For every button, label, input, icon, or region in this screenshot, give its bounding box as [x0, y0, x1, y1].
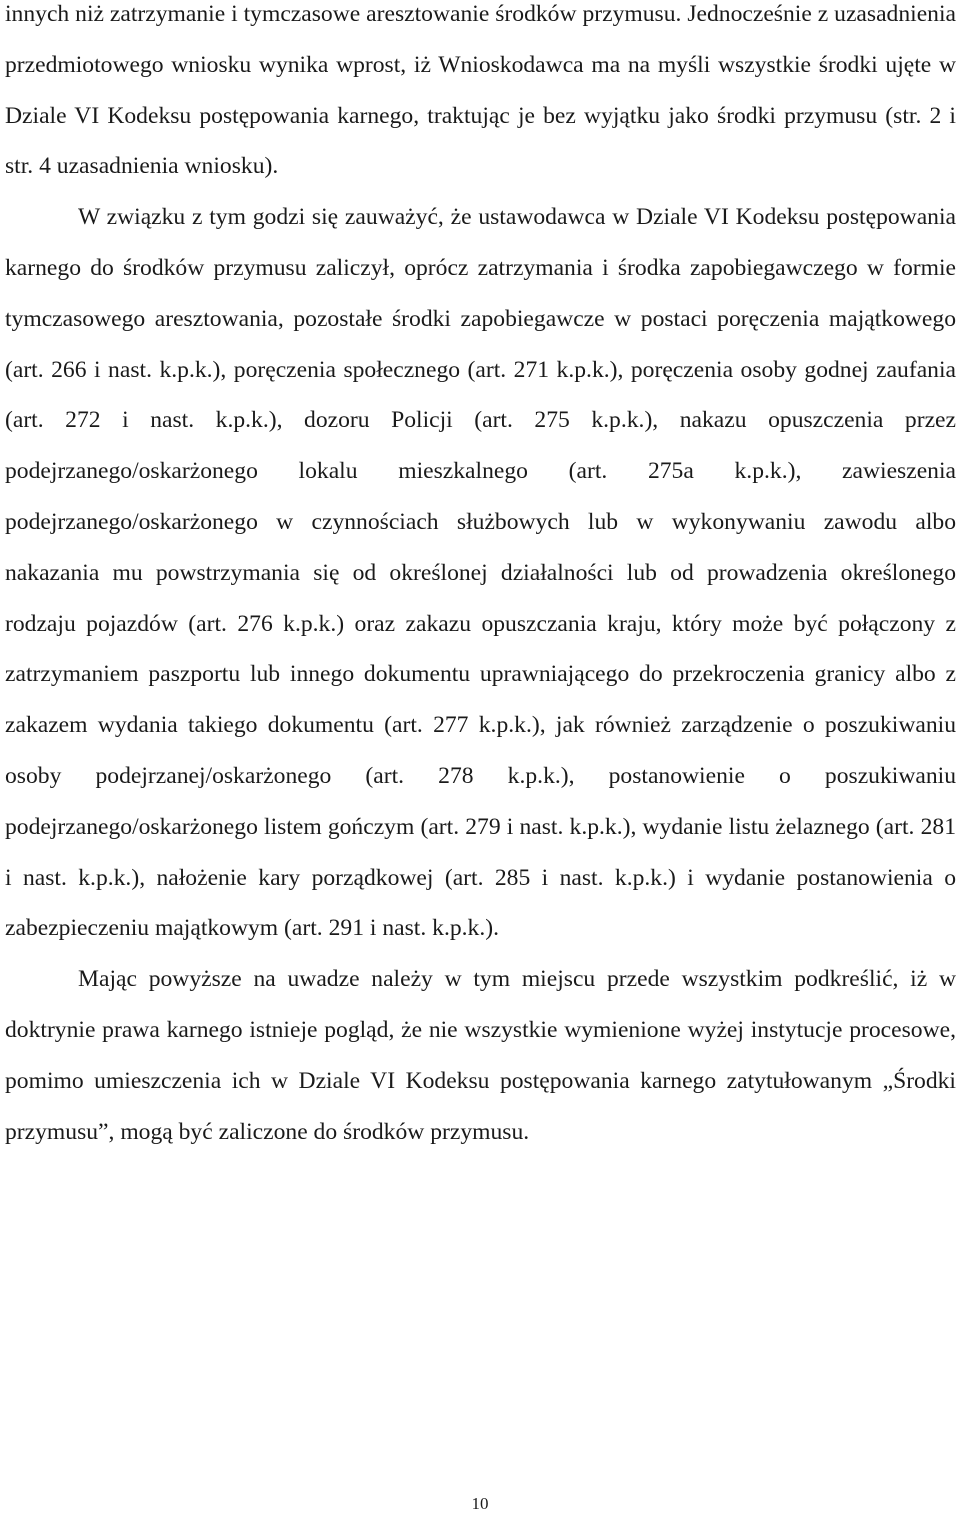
- paragraph-continuation: innych niż zatrzymanie i tymczasowe aresztowanie środków przymusu. Jednocześnie z uzasadnienia przedmiotowego wniosku wynika wprost, iż Wnioskodawca ma na myśli wszystkie środki ujęte w Dziale VI Kodeksu postępowania karnego, traktując je bez wyjątku jako środki przymusu (str. 2 i str. 4 uzasadnienia wniosku).: [5, 1, 956, 180]
- page-number: 10: [471, 1494, 489, 1513]
- paragraph-coercive-measures-list: W związku z tym godzi się zauważyć, że ustawodawca w Dziale VI Kodeksu postępowania karnego do środków przymusu zaliczył, oprócz zatrzymania i środka zapobiegawczego w formie tymczasowego aresztowania, pozostałe środki zapobiegawcze w postaci poręczenia majątkowego (art. 266 i nast. k.p.k.), poręczenia społecznego (art. 271 k.p.k.), poręczenia osoby godnej zaufania (art. 272 i nast. k.p.k.), dozoru Policji (art. 275 k.p.k.), nakazu opuszczenia przez podejrzanego/oskarżonego lokalu mieszkalnego (art. 275a k.p.k.), zawieszenia podejrzanego/oskarżonego w czynnościach służbowych lub w wykonywaniu zawodu albo nakazania mu powstrzymania się od określonej działalności lub od prowadzenia określonego rodzaju pojazdów (art. 276 k.p.k.) oraz zakazu opuszczania kraju, który może być połączony z zatrzymaniem paszportu lub innego dokumentu uprawniającego do przekroczenia granicy albo z zakazem wydania takiego dokumentu (art. 277 k.p.k.), jak również zarządzenie o poszukiwaniu osoby podejrzanej/oskarżonego (art. 278 k.p.k.), postanowienie o poszukiwaniu podejrzanego/oskarżonego listem gończym (art. 279 i nast. k.p.k.), wydanie listu żelaznego (art. 281 i nast. k.p.k.), nałożenie kary porządkowej (art. 285 i nast. k.p.k.) i wydanie postanowienia o zabezpieczeniu majątkowym (art. 291 i nast. k.p.k.).: [5, 204, 956, 942]
- paragraph-doctrine-view: Mając powyższe na uwadze należy w tym miejscu przede wszystkim podkreślić, iż w doktrynie prawa karnego istnieje pogląd, że nie wszystkie wymienione wyżej instytucje procesowe, pomimo umieszczenia ich w Dziale VI Kodeksu postępowania karnego zatytułowanym „Środki przymusu”, mogą być zaliczone do środków przymusu.: [5, 966, 956, 1145]
- document-page: [5, 0, 956, 1157]
